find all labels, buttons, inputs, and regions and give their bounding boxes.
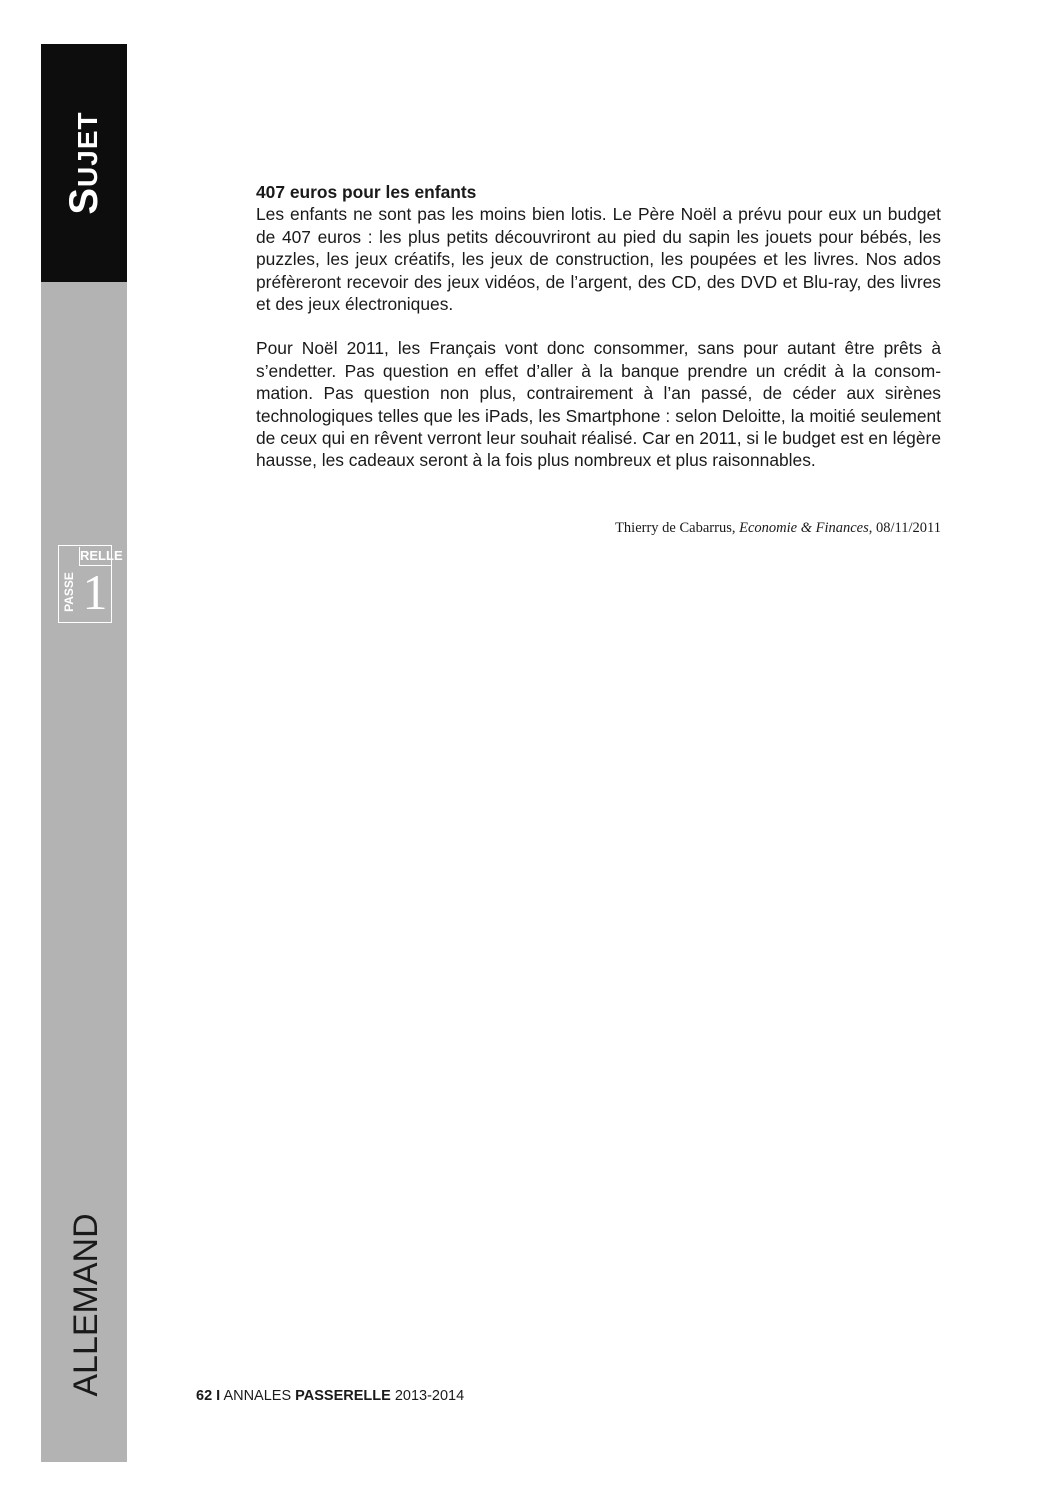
passerelle-logo bbox=[58, 545, 123, 623]
citation bbox=[615, 520, 941, 537]
section-label: Sujet bbox=[62, 111, 106, 215]
article-heading: 407 euros pour les enfants bbox=[256, 182, 477, 202]
citation-author: Thierry de Cabarrus, bbox=[615, 520, 740, 536]
article bbox=[256, 181, 941, 472]
footer-year: 2013-2014 bbox=[394, 1388, 465, 1404]
subject-label: ALLEMAND bbox=[67, 1213, 105, 1397]
page-number: 62 bbox=[196, 1388, 213, 1404]
logo-side-text: PASSE bbox=[62, 572, 76, 612]
citation-date: , 08/11/2011 bbox=[868, 520, 941, 536]
page-footer bbox=[196, 1388, 464, 1404]
footer-separator: I bbox=[216, 1388, 221, 1404]
logo-top-text: RELLE bbox=[79, 547, 112, 566]
article-paragraph-1: Les enfants ne sont pas les moins bien lotis. Le Père Noël a prévu pour eux un budget de 407 euros : les plus petits découvriront au pied du sapin les jouets pour bébés, les puzzles, les jeux créatifs, les jeux de construction, les poupées et les livres. Nos ados préfèreront recevoir des jeux vidéos, de l’argent, des CD, des DVD et Blu-ray, des livres et des jeux électroniques. bbox=[256, 204, 941, 315]
article-paragraph-2: Pour Noël 2011, les Français vont donc consommer, sans pour autant être prêts à s’endetter. Pas question en effet d’aller à la banque prendre un crédit à la consommation. Pas question non plus, contrairement à l’an passé, de céder aux sirènes technologiques telles que les iPads, les Smartphone : selon Deloitte, la moitié seulement de ceux qui en rêvent verront leur souhait réalisé. Car en 2011, si le budget est en légère hausse, les cadeaux seront à la fois plus nombreux et plus raisonnables. bbox=[256, 338, 941, 471]
footer-annales: ANNALES bbox=[223, 1388, 292, 1404]
logo-number: 1 bbox=[82, 564, 108, 620]
citation-source: Economie & Finances bbox=[739, 520, 869, 536]
footer-passerelle: PASSERELLE bbox=[295, 1388, 391, 1404]
paragraph-spacer bbox=[256, 315, 941, 337]
